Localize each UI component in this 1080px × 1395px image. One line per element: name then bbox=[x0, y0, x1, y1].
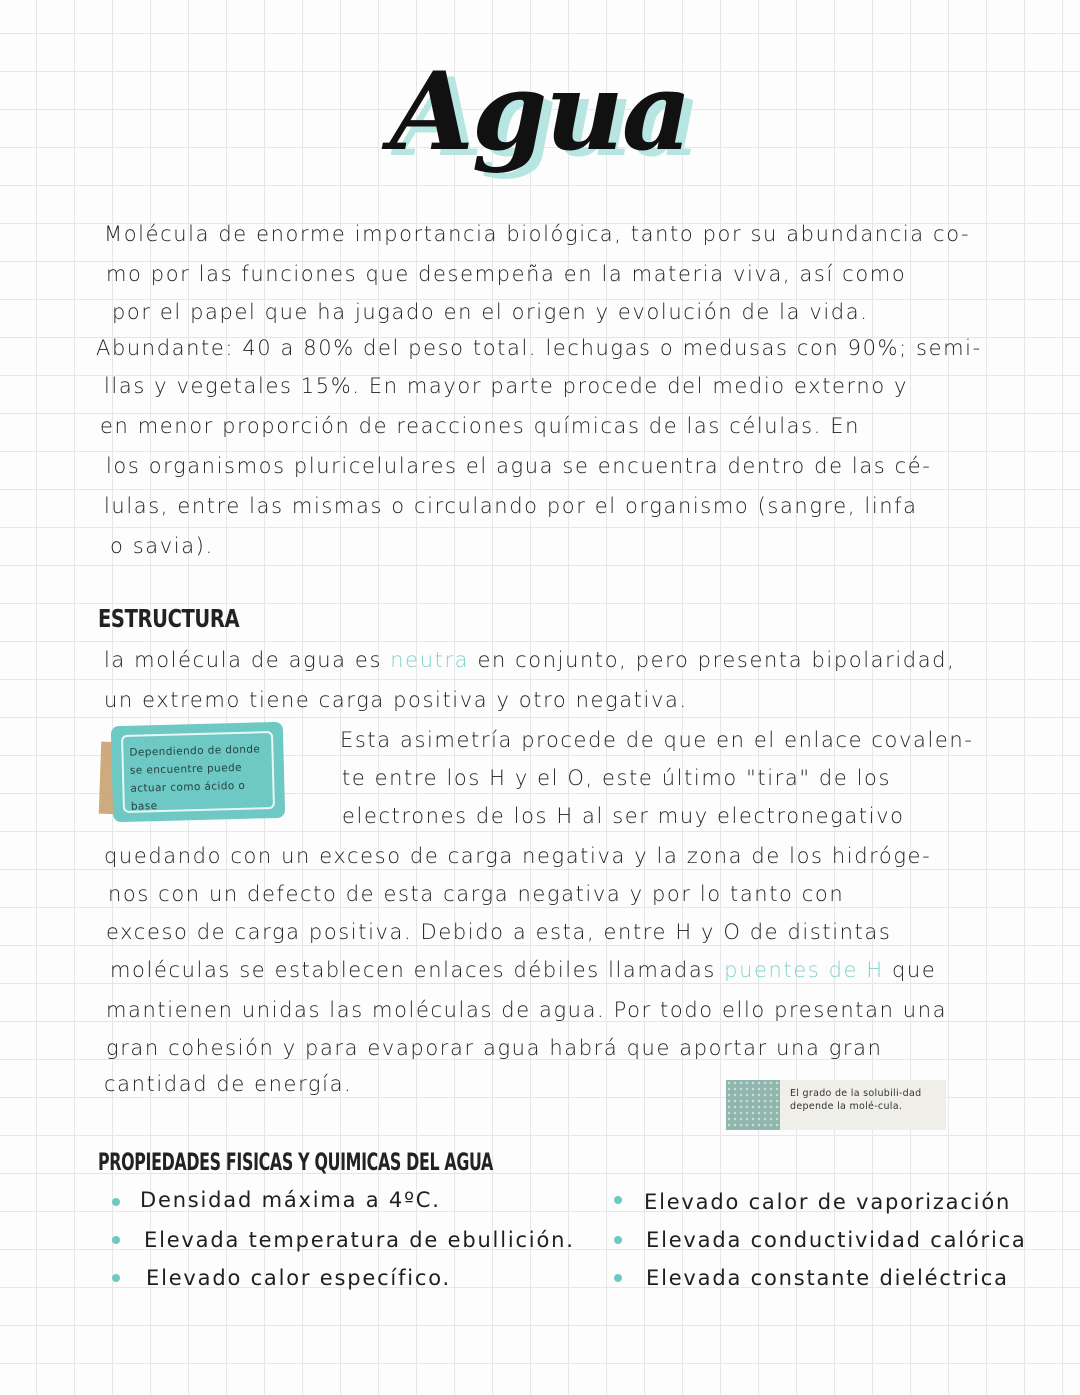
intro-line: Abundante: 40 a 80% del peso total. lechugas o medusas con 90%; semi- bbox=[96, 336, 982, 360]
intro-line: o savia). bbox=[110, 534, 214, 558]
list-item: Elevada temperatura de ebullición. bbox=[144, 1228, 575, 1252]
estructura-line: un extremo tiene carga positiva y otro negativa. bbox=[104, 688, 688, 712]
list-item: Elevada conductividad calórica bbox=[646, 1228, 1027, 1252]
title-wrapper bbox=[0, 48, 1080, 178]
list-item: Elevado calor específico. bbox=[146, 1266, 451, 1290]
intro-line: en menor proporción de reacciones químicas de las células. En bbox=[100, 414, 860, 438]
bullet-dot bbox=[112, 1236, 120, 1244]
estructura-text: moléculas se establecen enlaces débiles llamadas bbox=[110, 958, 716, 982]
propiedades-heading: PROPIEDADES FISICAS Y QUIMICAS DEL AGUA bbox=[98, 1148, 493, 1176]
sticky-note bbox=[111, 722, 285, 822]
intro-line: mo por las funciones que desempeña en la materia viva, así como bbox=[106, 262, 907, 286]
side-note-pattern bbox=[726, 1080, 780, 1130]
intro-line: lulas, entre las mismas o circulando por el organismo (sangre, linfa bbox=[104, 494, 918, 518]
estructura-text: la molécula de agua es bbox=[104, 648, 382, 672]
bullet-dot bbox=[112, 1274, 120, 1282]
estructura-line: electrones de los H al ser muy electronegativo bbox=[342, 804, 905, 828]
estructura-line: Esta asimetría procede de que en el enlace covalen- bbox=[340, 728, 974, 752]
estructura-text: en conjunto, pero presenta bipolaridad, bbox=[477, 648, 956, 672]
estructura-line: quedando con un exceso de carga negativa y la zona de los hidróge- bbox=[104, 844, 932, 868]
bullet-dot bbox=[112, 1198, 120, 1206]
bullet-dot bbox=[614, 1236, 622, 1244]
estructura-line: gran cohesión y para evaporar agua habrá que aportar una gran bbox=[106, 1036, 883, 1060]
estructura-line: exceso de carga positiva. Debido a esta, entre H y O de distintas bbox=[106, 920, 892, 944]
list-item: Densidad máxima a 4ºC. bbox=[140, 1188, 441, 1212]
bullet-dot bbox=[614, 1274, 622, 1282]
estructura-heading: ESTRUCTURA bbox=[98, 604, 240, 633]
intro-line: los organismos pluricelulares el agua se encuentra dentro de las cé- bbox=[106, 454, 932, 478]
side-note bbox=[726, 1080, 946, 1130]
estructura-line bbox=[104, 648, 955, 672]
intro-line: llas y vegetales 15%. En mayor parte procede del medio externo y bbox=[104, 374, 909, 398]
list-item: Elevado calor de vaporización bbox=[644, 1190, 1012, 1214]
intro-line: Molécula de enorme importancia biológica, tanto por su abundancia co- bbox=[104, 222, 971, 246]
estructura-text: que bbox=[892, 958, 937, 982]
estructura-line bbox=[110, 958, 936, 982]
list-item: Elevada constante dieléctrica bbox=[646, 1266, 1009, 1290]
estructura-line: nos con un defecto de esta carga negativa y por lo tanto con bbox=[108, 882, 845, 906]
estructura-line: cantidad de energía. bbox=[104, 1072, 353, 1096]
page-title: Agua bbox=[390, 49, 690, 175]
bullet-dot bbox=[614, 1196, 622, 1204]
estructura-line: te entre los H y el O, este último "tira" de los bbox=[342, 766, 892, 790]
highlight-puentes: puentes de H bbox=[724, 958, 884, 982]
intro-line: por el papel que ha jugado en el origen y evolución de la vida. bbox=[112, 300, 869, 324]
highlight-neutra: neutra bbox=[390, 648, 470, 672]
estructura-line: mantienen unidas las moléculas de agua. Por todo ello presentan una bbox=[106, 998, 948, 1022]
sticky-note-text: Dependiendo de donde se encuentre puede actuar como ácido o base bbox=[129, 743, 261, 813]
side-note-text: El grado de la solubili-dad depende la molé-cula. bbox=[790, 1088, 922, 1112]
